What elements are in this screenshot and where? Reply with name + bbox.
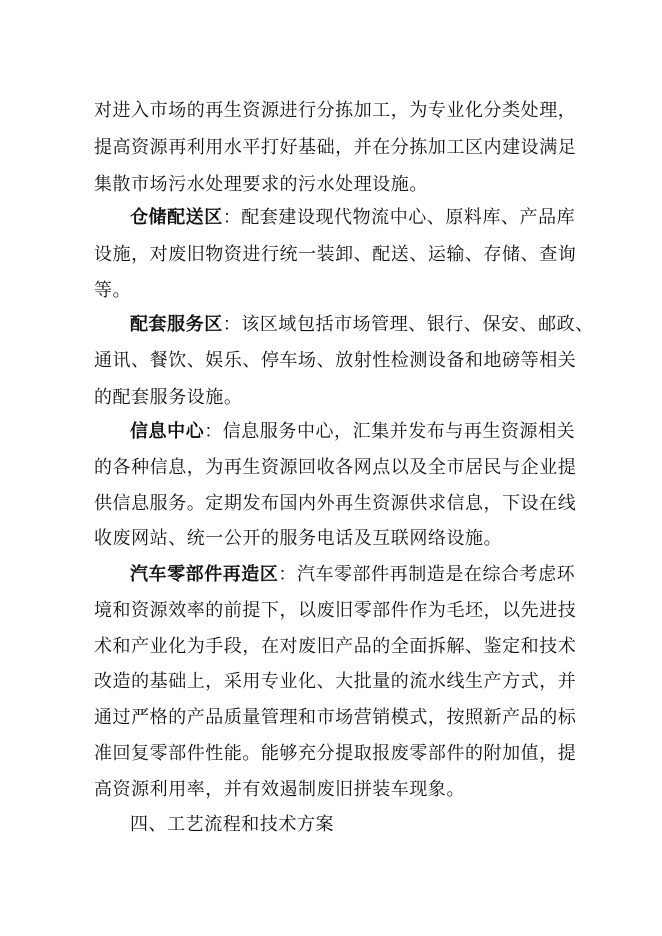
auto-paragraph-first-line — [130, 563, 575, 587]
auto-line-2: 境和资源效率的前提下，以废旧零部件作为毛坯，以先进技 — [94, 600, 577, 621]
storage-paragraph-first-line — [130, 206, 575, 230]
services-line-3: 的配套服务设施。 — [94, 387, 243, 408]
auto-line-5: 通过严格的产品质量管理和市场营销模式，按照新产品的标 — [94, 707, 577, 728]
intro-line-2: 提高资源再利用水平打好基础，并在分拣加工区内建设满足 — [94, 137, 577, 158]
services-line-1: ：该区域包括市场管理、银行、保安、邮政、 — [222, 314, 594, 335]
storage-line-3: 等。 — [94, 280, 132, 301]
info-heading: 信息中心 — [130, 421, 205, 442]
intro-line-3: 集散市场污水处理要求的污水处理设施。 — [94, 174, 428, 195]
info-line-2: 的各种信息，为再生资源回收各网点以及全市居民与企业提 — [94, 457, 577, 478]
info-line-3: 供信息服务。定期发布国内外再生资源供求信息，下设在线 — [94, 493, 577, 514]
section-heading: 四、工艺流程和技术方案 — [130, 814, 335, 835]
info-line-1: ：信息服务中心，汇集并发布与再生资源相关 — [204, 421, 576, 442]
services-heading: 配套服务区 — [130, 314, 223, 335]
auto-heading: 汽车零部件再造区 — [130, 564, 279, 585]
storage-heading: 仓储配送区 — [130, 207, 223, 228]
auto-line-3: 术和产业化为手段，在对废旧产品的全面拆解、鉴定和技术 — [94, 636, 577, 657]
auto-line-6: 准回复零部件性能。能够充分提取报废零部件的附加值，提 — [94, 743, 577, 764]
auto-line-7: 高资源利用率，并有效遏制废旧拼装车现象。 — [94, 779, 465, 800]
storage-line-1: ：配套建设现代物流中心、原料库、产品库 — [222, 207, 576, 228]
services-line-2: 通讯、餐饮、娱乐、停车场、放射性检测设备和地磅等相关 — [94, 350, 577, 371]
auto-line-4: 改造的基础上，采用专业化、大批量的流水线生产方式，并 — [94, 671, 577, 692]
info-paragraph-first-line — [130, 420, 575, 444]
intro-line-1: 对进入市场的再生资源进行分拣加工，为专业化分类处理， — [94, 100, 577, 121]
auto-line-1: ：汽车零部件再制造是在综合考虑环 — [278, 564, 576, 585]
storage-line-2: 设施，对废旧物资进行统一装卸、配送、运输、存储、查询 — [94, 244, 577, 265]
services-paragraph-first-line — [130, 313, 594, 337]
info-line-4: 收废网站、统一公开的服务电话及互联网络设施。 — [94, 528, 503, 549]
